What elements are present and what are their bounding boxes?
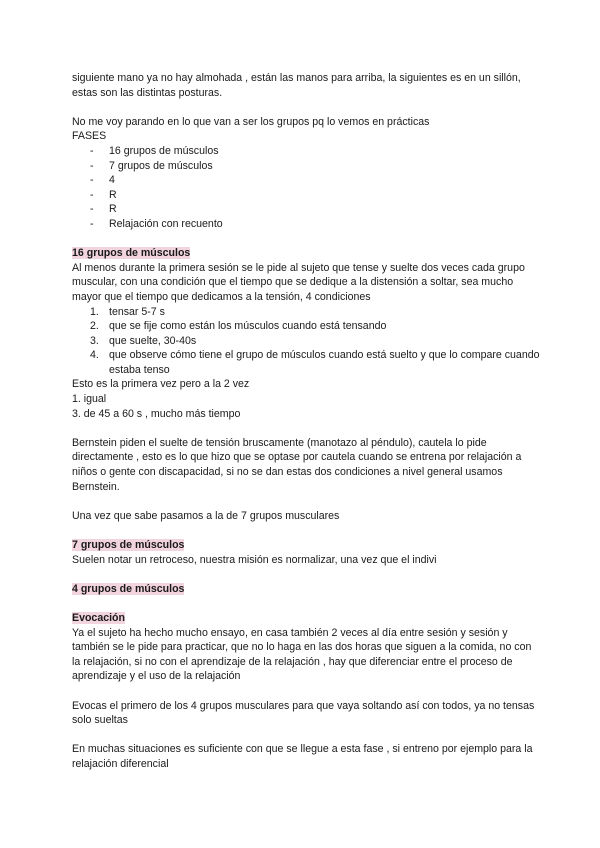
heading-4-groups: 4 grupos de músculos: [72, 582, 185, 595]
conditions-list: [72, 305, 542, 378]
fases-list: [72, 144, 542, 232]
paragraph-equal: 1. igual: [72, 393, 107, 406]
heading-evocacion: Evocación: [72, 611, 125, 624]
list-item: - 4: [72, 173, 542, 188]
document-body: [72, 71, 542, 772]
paragraph-evocacion-4-groups: Evocas el primero de los 4 grupos musculares para que vaya soltando así con todos, ya no tensas solo sueltas: [72, 699, 535, 727]
paragraph-second-time: Esto es la primera vez pero a la 2 vez: [72, 378, 250, 391]
list-item: - R: [72, 202, 542, 217]
paragraph-16-intro: Al menos durante la primera sesión se le pide al sujeto que tense y suelte dos veces cada grupo muscular, con una condición que el tiempo que se dedique a la distensión a soltar, sea mucho mayor que el tiempo que dedicamos a la tensión, 4 condiciones: [72, 261, 525, 303]
paragraph-evocacion-practice: Ya el sujeto ha hecho mucho ensayo, en casa también 2 veces al día entre sesión y sesión y también se le pide para practicar, que no lo haga en las dos horas que siguen a la comida, no con la relajación, si no con el aprendizaje de la relajación , hay que diferenciar entre el proceso de aprendizaje y el uso de la relajación: [72, 626, 532, 683]
list-item: 2. que se fije como están los músculos cuando está tensando: [90, 320, 387, 333]
paragraph-bernstein: Bernstein piden el suelte de tensión bruscamente (manotazo al péndulo), cautela lo pide directamente , esto es lo que hizo que se optase por cautela cuando se entrena por relajación a niños o gente con discapacidad, si no se dan estas dos condiciones a nivel general usamos Bernstein.: [72, 436, 522, 493]
paragraph-7-retroceso: Suelen notar un retroceso, nuestra misión es normalizar, una vez que el indivi: [72, 553, 437, 566]
heading-16-groups: 16 grupos de músculos: [72, 247, 191, 260]
list-item: 1. tensar 5-7 s: [90, 305, 165, 318]
paragraph-postures: siguiente mano ya no hay almohada , están las manos para arriba, la siguientes es en un sillón, estas son las distintas posturas.: [72, 72, 521, 99]
fases-label: FASES: [72, 130, 107, 143]
list-item: - 16 grupos de músculos: [72, 144, 542, 159]
paragraph-next-7: Una vez que sabe pasamos a la de 7 grupos musculares: [72, 509, 340, 522]
list-item: 3. que suelte, 30-40s: [90, 334, 197, 347]
list-item: - Relajación con recuento: [72, 217, 542, 232]
paragraph-practice-note: No me voy parando en lo que van a ser los grupos pq lo vemos en prácticas: [72, 115, 430, 128]
heading-7-groups: 7 grupos de músculos: [72, 539, 185, 551]
paragraph-evocacion-sufficient: En muchas situaciones es suficiente con que se llegue a esta fase , si entreno por ejemplo para la relajación diferencial: [72, 743, 533, 770]
list-item: 4. que observe cómo tiene el grupo de músculos cuando está suelto y que lo compare cuando estaba tenso: [90, 349, 540, 376]
list-item: - R: [72, 188, 542, 203]
list-item: - 7 grupos de músculos: [72, 159, 542, 174]
paragraph-more-time: 3. de 45 a 60 s , mucho más tiempo: [72, 407, 241, 420]
